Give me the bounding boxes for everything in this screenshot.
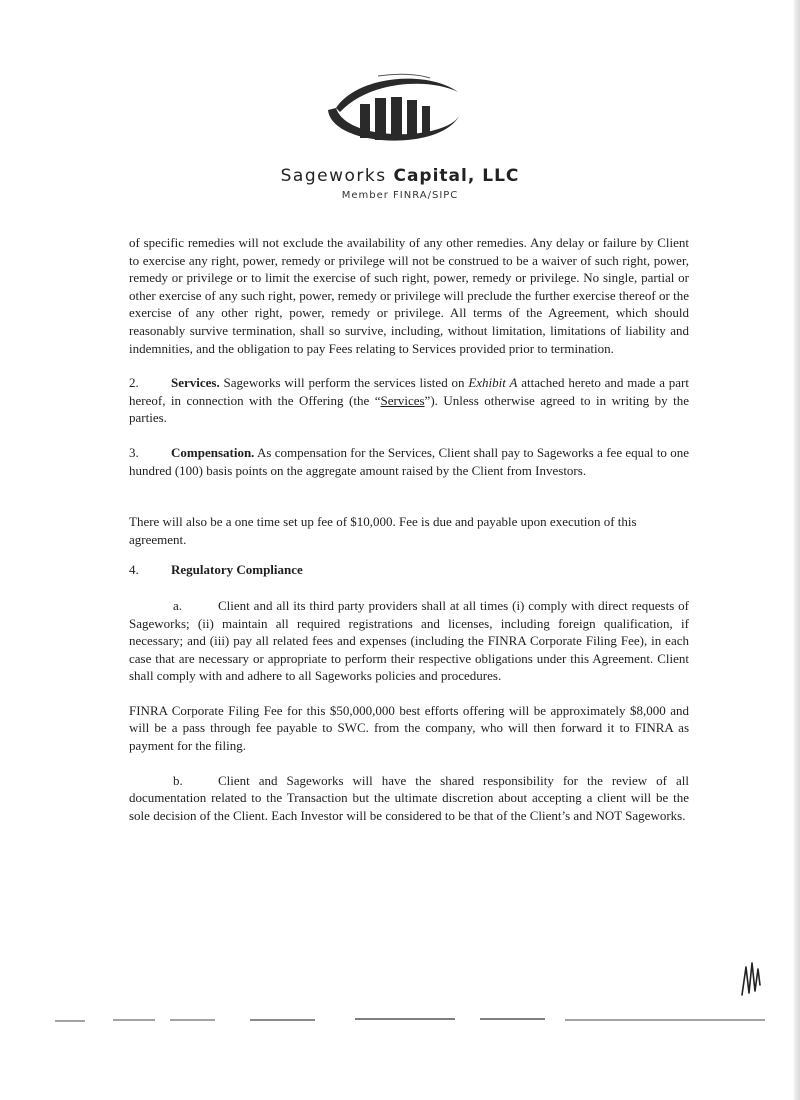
member-line: Member FINRA/SIPC [341,190,459,201]
paragraph-text: Client and Sageworks will have the shared responsibility for the review of all documentation related to the Transaction but the ultimate discretion about accepting a client will be the sole decision of the Client. Each Investor will be considered to be that of the Client’s and NOT Sageworks. [129,772,689,823]
intro-paragraph: of specific remedies will not exclude the availability of any other remedies. Any delay or failure by Client to exercise any right, power, remedy or privilege will not be construed to be a waiver of such right, power, remedy or privilege or to limit the exercise of such right, power, remedy or privilege. No single, partial or other exercise of any such right, power, remedy or privilege will preclude the further exercise thereof or the exercise of any other right, power, remedy or privilege. All terms of the Agreement, which should reasonably survive termination, shall so survive, including, without limitation, limitations of liability and indemnities, and the obligation to pay Fees relating to Services provided prior to termination. [129,235,689,356]
paragraph-text: ”). Unless otherwise agreed to in writing by the parties. [129,392,690,426]
exhibit-reference: Exhibit A [468,375,518,391]
section-number: 4. [129,562,139,578]
regulatory-heading [129,561,689,579]
document-body [129,234,689,824]
footer-rule [55,1016,765,1026]
services-paragraph [129,374,689,427]
company-name-bold: Capital, LLC [393,166,520,186]
defined-term: Services [380,392,425,408]
sageworks-logo-icon [318,70,468,158]
company-name-light: Sageworks [280,166,387,186]
section-number: 2. [129,375,139,391]
paragraph-text: Sageworks will perform the services listed on [219,375,469,391]
item-label: b. [173,772,183,788]
handwritten-initials-icon [738,955,768,1005]
finra-fee-paragraph: FINRA Corporate Filing Fee for this $50,000,000 best efforts offering will be approximately $8,000 and will be a pass through fee payable to SWC. from the company, who will then forward it to FINRA as payment for the filing. [129,702,689,754]
compensation-paragraph [129,444,689,479]
item-b-paragraph [129,772,689,825]
paragraph-text: Client and all its third party providers shall at all times (i) comply with direct requests of Sageworks; (ii) maintain all required registrations and licenses, including foreign qualification, if necessary; and (iii) pay all related fees and expenses (including the FINRA Corporate Filing Fee), in each case that are necessary or appropriate to perform their respective obligations under this Agreement. Client shall comply with and adhere to all Sageworks policies and procedures. [129,597,689,684]
section-number: 3. [129,444,139,460]
scan-edge [794,0,800,1100]
setup-fee-paragraph: There will also be a one time set up fee of $10,000. Fee is due and payable upon execution of this agreement. [129,514,637,547]
section-heading: Compensation. [171,444,255,460]
paragraph-text: As compensation for the Services, Client shall pay to Sageworks a fee equal to one hundred (100) basis points on the aggregate amount raised by the Client from Investors. [129,444,689,478]
section-heading: Regulatory Compliance [171,562,303,578]
company-name [0,166,800,186]
paragraph-text: attached hereto and made a part hereof, in connection with the Offering (the “ [129,375,689,408]
item-label: a. [173,597,183,613]
section-heading: Services. [171,375,220,391]
item-a-paragraph [129,597,689,685]
